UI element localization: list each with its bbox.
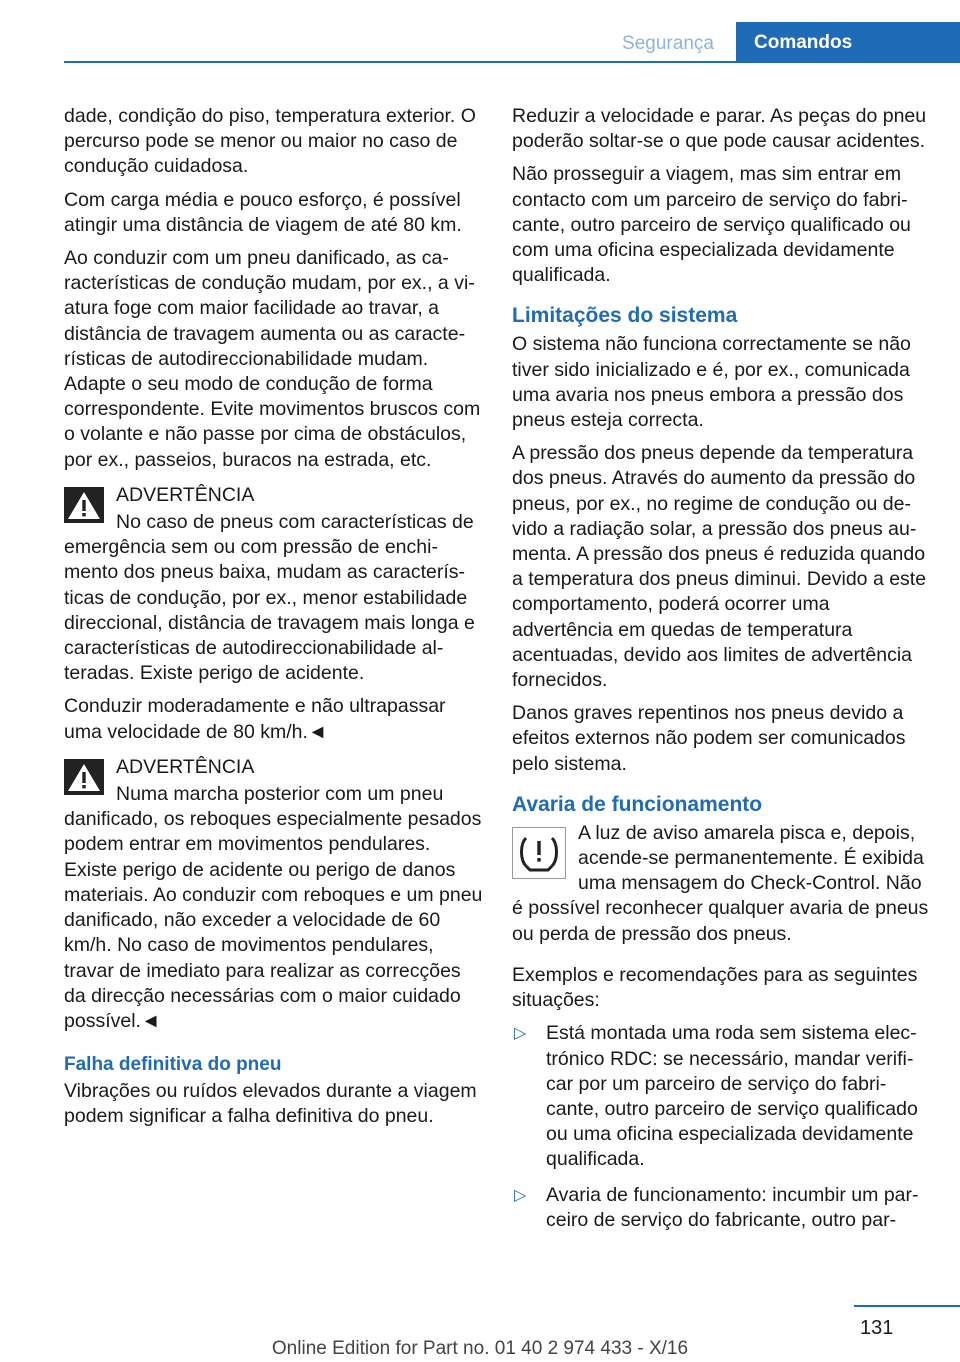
left-column	[64, 104, 484, 1138]
bullet-list	[512, 1021, 932, 1233]
paragraph: Com carga média e pouco esforço, é possível atingir uma distância de viagem de até 80 km.	[64, 188, 462, 236]
paragraph: Não prosseguir a viagem, mas sim entrar em contacto com um parceiro de serviço do fabricante, outro parceiro de serviço qualificado ou com uma oficina especializada devidamente qualificada.	[512, 163, 911, 287]
warning-title: ADVERTÊNCIA	[116, 483, 255, 506]
warning-title: ADVERTÊNCIA	[116, 755, 255, 778]
paragraph: dade, condição do piso, temperatura exterior. O percurso pode se menor ou maior no caso de condução cuidadosa.	[64, 105, 476, 178]
footer-rule	[854, 1305, 960, 1307]
warning-triangle-icon	[64, 759, 104, 795]
paragraph: Ao conduzir com um pneu danificado, as características de condução mudam, por ex., a viatura foge com maior facilidade ao travar, a distância de travagem aumenta ou as características de autodireccionabilidade mudam. Adapte o seu modo de condução de forma correspondente. Evite movimentos bruscos com o volante e não passe por cima de obstáculos, por ex., passeios, buracos na estrada, etc.	[64, 247, 481, 471]
section-heading: Limitações do sistema	[512, 304, 738, 328]
paragraph: A pressão dos pneus depende da temperatura dos pneus. Através do aumento da pressão do pneus, por ex., no regime de condução ou devido a radiação solar, a pressão dos pneus aumenta. A pressão dos pneus é reduzida quando a temperatura dos pneus diminui. Devido a este comportamento, poderá ocorrer uma advertência em quedas de temperatura acentuadas, devido aos limites de advertência fornecidos.	[512, 442, 927, 692]
warning-text: No caso de pneus com características de emergência sem ou com pressão de enchimento dos pneus baixa, mudam as características de condução, por ex., menor estabilidade direccional, distância de travagem mais longa e características de autodireccionabilidade alteradas. Existe perigo de acidente.	[64, 511, 475, 685]
bullet-triangle-icon: ▷	[514, 1186, 527, 1204]
paragraph: Vibrações ou ruídos elevados durante a viagem podem significar a falha definitiva do pneu.	[64, 1080, 477, 1128]
section-heading: Avaria de funcionamento	[512, 792, 763, 816]
paragraph: A luz de aviso amarela pisca e, depois, acende-se permanentemente. É exibida uma mensagem do Check-Control. Não é possível reconhecer qualquer avaria de pneus ou perda de pressão dos pneus.	[512, 821, 929, 945]
list-item-text: Avaria de funcionamento: incumbir um parceiro de serviço do fabricante, outro par-	[546, 1183, 919, 1231]
list-item	[512, 1021, 932, 1172]
paragraph: Exemplos e recomendações para as seguintes situações:	[512, 963, 918, 1012]
edition-note: Online Edition for Part no. 01 40 2 974 433 - X/16	[271, 1338, 689, 1359]
warning-box	[64, 755, 484, 1034]
warning-text: Numa marcha posterior com um pneu danificado, os reboques especialmente pesados podem entrar em movimentos pendulares. Existe perigo de acidente ou perigo de danos materiais. Ao conduzir com reboques e um pneu danificado, não exceder a velocidade de 60 km/h. No caso de movimentos pendulares, travar de imediato para realizar as correcções da direcção necessárias com o maior cuidado possível.◄	[64, 783, 483, 1032]
paragraph: O sistema não funciona correctamente se não tiver sido inicializado e é, por ex., comunicada uma avaria nos pneus embora a pressão dos pneus esteja correcta.	[512, 333, 911, 432]
bullet-triangle-icon: ▷	[514, 1025, 527, 1043]
right-column	[512, 104, 932, 1243]
tire-pressure-warning-lamp-icon	[512, 827, 566, 879]
header-chapter-tab: Comandos	[736, 22, 960, 63]
list-item-text: Está montada uma roda sem sistema electrónico RDC: se necessário, mandar verificar por um parceiro de serviço do fabricante, outro parceiro de serviço qualificado ou uma oficina especializada devidamente qualificada.	[546, 1022, 918, 1171]
warning-text: Conduzir moderadamente e não ultrapassar uma velocidade de 80 km/h.◄	[64, 695, 446, 743]
page-number: 131	[860, 1317, 894, 1339]
list-item	[512, 1183, 932, 1233]
warning-box	[64, 483, 484, 745]
paragraph: Danos graves repentinos nos pneus devido a efeitos externos não podem ser comunicados pelo sistema.	[512, 702, 906, 775]
warning-lamp-block	[512, 821, 932, 947]
paragraph: Reduzir a velocidade e parar. As peças do pneu poderão soltar-se o que pode causar acidentes.	[512, 105, 927, 153]
warning-triangle-icon	[64, 487, 104, 523]
header-section-label: Segurança	[622, 33, 714, 54]
header-rule	[64, 61, 960, 63]
subsection-heading: Falha definitiva do pneu	[64, 1054, 282, 1076]
